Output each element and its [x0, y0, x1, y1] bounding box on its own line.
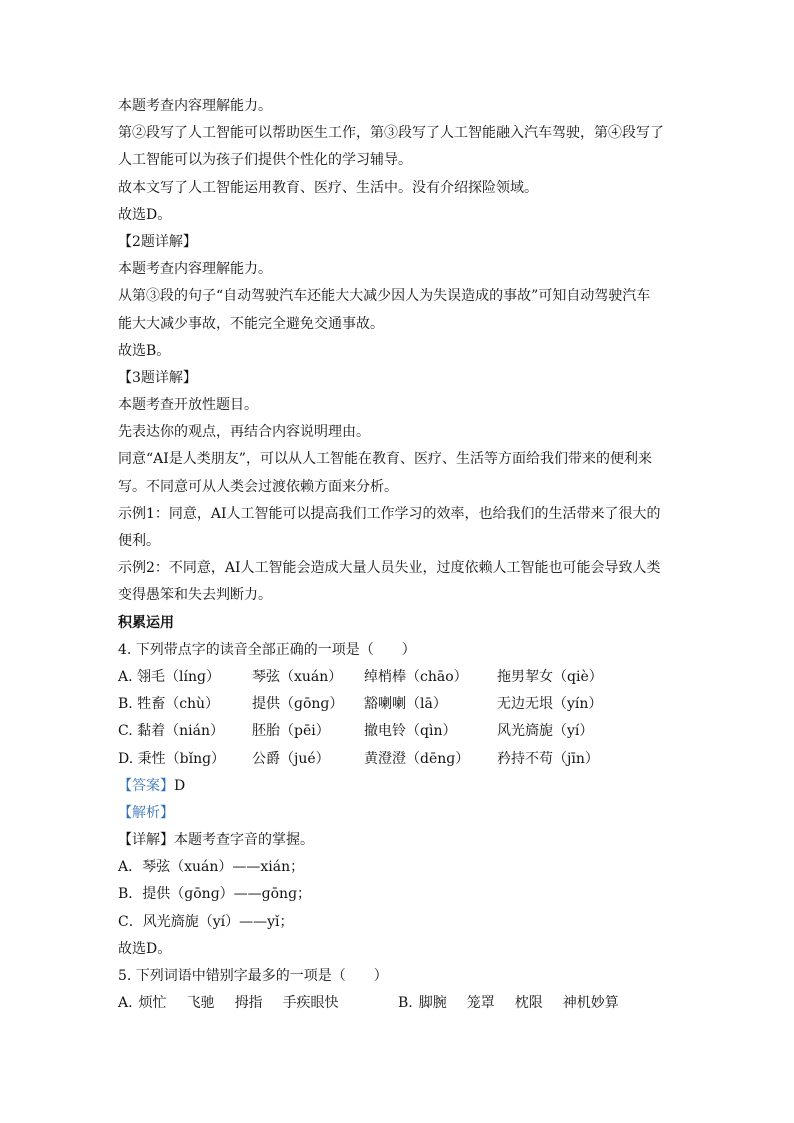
q5-options	[118, 990, 678, 1017]
text-line: 故选B。	[118, 342, 171, 359]
option-b-item: 豁喇喇（lā）	[364, 696, 447, 713]
section-title: 积累运用	[118, 614, 174, 631]
option-c-item: C. 黏着（nián）	[118, 723, 224, 740]
text-line: 人工智能可以为孩子们提供个性化的学习辅导。	[118, 152, 412, 169]
detail-item: A．琴弦（xuán）——xián；	[118, 859, 305, 876]
q5-word: 手疾眼快	[282, 995, 339, 1012]
q5-word: 枕限	[514, 995, 543, 1012]
text-line: 从第③段的句子“自动驾驶汽车还能大大减少因人为失误造成的事故”可知自动驾驶汽车	[118, 288, 651, 305]
q5-option-a	[118, 990, 398, 1017]
q5-word: 脚腕	[418, 995, 447, 1012]
option-a-item: 拖男挈女（qiè）	[497, 668, 603, 685]
detail-item: C．风光旖旎（yí）——yǐ；	[118, 913, 294, 930]
text-line: 示例1：同意，AI人工智能可以提高我们工作学习的效率，也给我们的生活带来了很大的	[118, 505, 661, 522]
option-b	[118, 691, 678, 718]
option-c	[118, 718, 678, 745]
answer-value: D	[174, 777, 186, 794]
text-line: 变得愚笨和失去判断力。	[118, 587, 272, 604]
option-d-item: D. 秉性（bǐnɡ）	[118, 750, 226, 767]
text-line: 能大大减少事故，不能完全避免交通事故。	[118, 315, 384, 332]
text-line: 示例2：不同意，AI人工智能会造成大量人员失业，过度依赖人工智能也可能会导致人类	[118, 560, 661, 577]
q5-word: 神机妙算	[562, 995, 619, 1012]
text-line: 本题考查内容理解能力。	[118, 261, 272, 278]
text-line: 故本文写了人工智能运用教育、医疗、生活中。没有介绍探险领域。	[118, 179, 538, 196]
option-d	[118, 746, 678, 773]
option-d-item: 黄澄澄（dēnɡ）	[364, 750, 470, 767]
option-c-item: 胚胎（pēi）	[252, 723, 330, 740]
option-b-item: 无边无垠（yín）	[497, 696, 603, 713]
detail-line: 【详解】本题考查字音的掌握。	[118, 832, 314, 849]
option-c-item: 撤电铃（qìn）	[364, 723, 457, 740]
q5-word: 笼罩	[466, 995, 495, 1012]
section-heading: 【3题详解】	[118, 369, 197, 386]
analysis-tag: 【解析】	[118, 804, 174, 821]
detail-item: B．提供（ɡōnɡ）——ɡōnɡ；	[118, 886, 312, 903]
option-a-item: 琴弦（xuán）	[252, 668, 343, 685]
text-line: 本题考查内容理解能力。	[118, 98, 272, 114]
q5-option-b	[398, 990, 678, 1017]
option-d-item: 公爵（jué）	[252, 750, 330, 767]
text-line: 第②段写了人工智能可以帮助医生工作，第③段写了人工智能融入汽车驾驶，第④段写了	[118, 125, 664, 142]
option-b-item: 提供（ɡōnɡ）	[252, 696, 344, 713]
q5-option-label: B.	[398, 995, 413, 1012]
text-line: 本题考查开放性题目。	[118, 397, 258, 414]
option-a	[118, 664, 678, 691]
text-line: 故选D。	[118, 940, 172, 957]
text-line: 便利。	[118, 533, 160, 549]
q5-word: 飞驰	[186, 995, 215, 1012]
answer-tag: 【答案】	[118, 777, 174, 794]
text-line: 同意“AI是人类朋友”，可以从人工智能在教育、医疗、生活等方面给我们带来的便利来	[118, 451, 652, 468]
option-a-item: A. 翎毛（línɡ）	[118, 668, 220, 685]
answer-line	[118, 773, 678, 800]
document-page	[118, 93, 678, 1017]
q5-word: 烦忙	[138, 995, 167, 1012]
q5-option-label: A.	[118, 995, 133, 1012]
q5-word: 拇指	[234, 995, 263, 1012]
text-line: 写。不同意可从人类会过渡依赖方面来分析。	[118, 478, 398, 495]
option-b-item: B. 牲畜（chù）	[118, 696, 220, 713]
question-4: 4. 下列带点字的读音全部正确的一项是（ ）	[118, 641, 416, 658]
option-a-item: 绰梢棒（chāo）	[364, 668, 468, 685]
text-line: 故选D。	[118, 206, 172, 223]
question-5: 5. 下列词语中错别字最多的一项是（ ）	[118, 968, 388, 984]
option-d-item: 矜持不苟（jīn）	[497, 750, 599, 767]
section-heading: 【2题详解】	[118, 233, 197, 250]
option-c-item: 风光旖旎（yí）	[497, 723, 594, 740]
text-line: 先表达你的观点，再结合内容说明理由。	[118, 424, 370, 441]
